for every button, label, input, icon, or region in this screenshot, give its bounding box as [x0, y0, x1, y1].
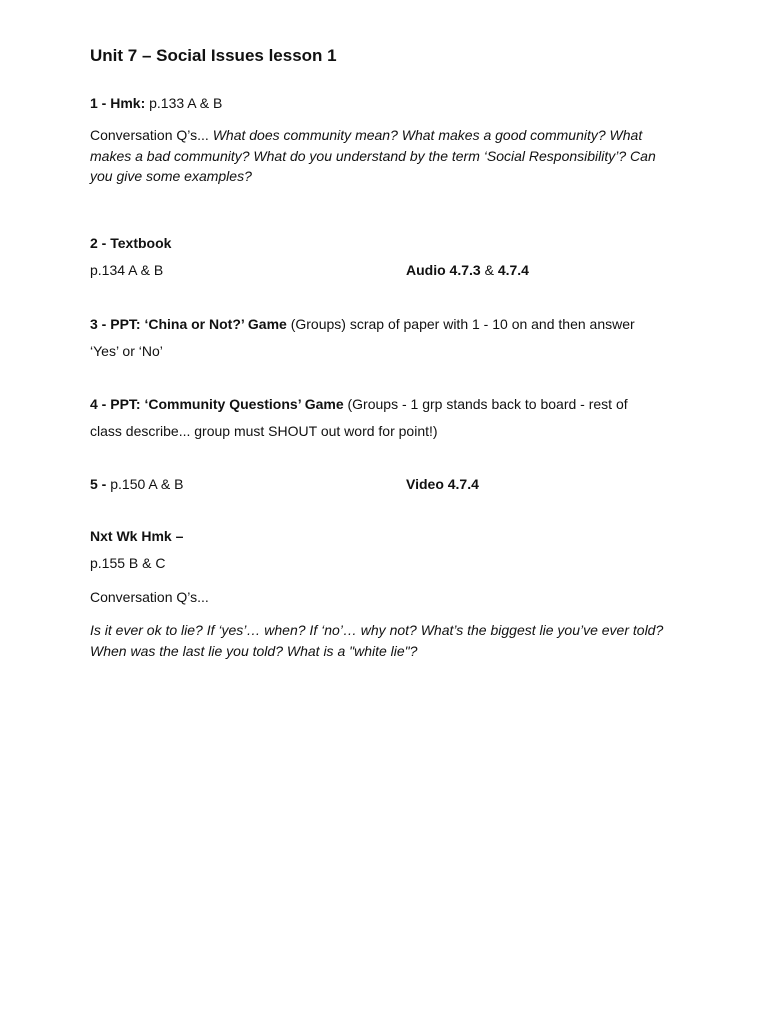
next-week-conversation-questions: Is it ever ok to lie? If ‘yes’… when? If ‘no’… why not? What’s the biggest lie you’ve ever told? When was the last lie you told? What is a "white lie"?	[90, 622, 664, 659]
section-2-text: p.134 A & B	[90, 262, 164, 278]
section-1-conversation-questions: What does community mean? What makes a good community? What makes a bad community? What do you understand by the term ‘Social Responsibility’? Can you give some examples?	[90, 127, 656, 184]
section-3-heading	[90, 314, 635, 334]
section-2-audio-label: Audio 4.7.3	[406, 262, 481, 278]
section-1-heading	[90, 93, 222, 113]
document-page	[90, 0, 690, 1024]
page-title: Unit 7 – Social Issues lesson 1	[90, 46, 337, 65]
section-4-heading	[90, 394, 628, 414]
section-5-text: p.150 A & B	[110, 476, 184, 492]
section-2-audio-label-2: 4.7.4	[497, 262, 529, 278]
section-5-video: Video 4.7.4	[406, 476, 479, 492]
section-4-text: (Groups - 1 grp stands back to board - rest of	[347, 396, 628, 412]
section-2-label: 2 - Textbook	[90, 235, 172, 251]
section-2-audio	[406, 260, 529, 280]
section-3-text-2: ‘Yes’ or ‘No’	[90, 343, 163, 359]
section-1-text: p.133 A & B	[149, 95, 223, 111]
next-week-conversation-lead: Conversation Q’s...	[90, 589, 209, 605]
next-week-label: Nxt Wk Hmk –	[90, 528, 184, 544]
section-3-text: (Groups) scrap of paper with 1 - 10 on and then answer	[290, 316, 635, 332]
section-1-conversation-lead: Conversation Q’s...	[90, 127, 209, 143]
section-5-heading	[90, 474, 183, 494]
section-1-label: 1 - Hmk:	[90, 95, 146, 111]
section-3-label: 3 - PPT: ‘China or Not?’ Game	[90, 316, 287, 332]
section-2-audio-amp: &	[484, 262, 494, 278]
section-1-conversation	[90, 125, 680, 187]
section-4-text-2: class describe... group must SHOUT out word for point!)	[90, 423, 438, 439]
next-week-text: p.155 B & C	[90, 555, 166, 571]
section-5-label: 5 -	[90, 476, 107, 492]
section-4-label: 4 - PPT: ‘Community Questions’ Game	[90, 396, 344, 412]
